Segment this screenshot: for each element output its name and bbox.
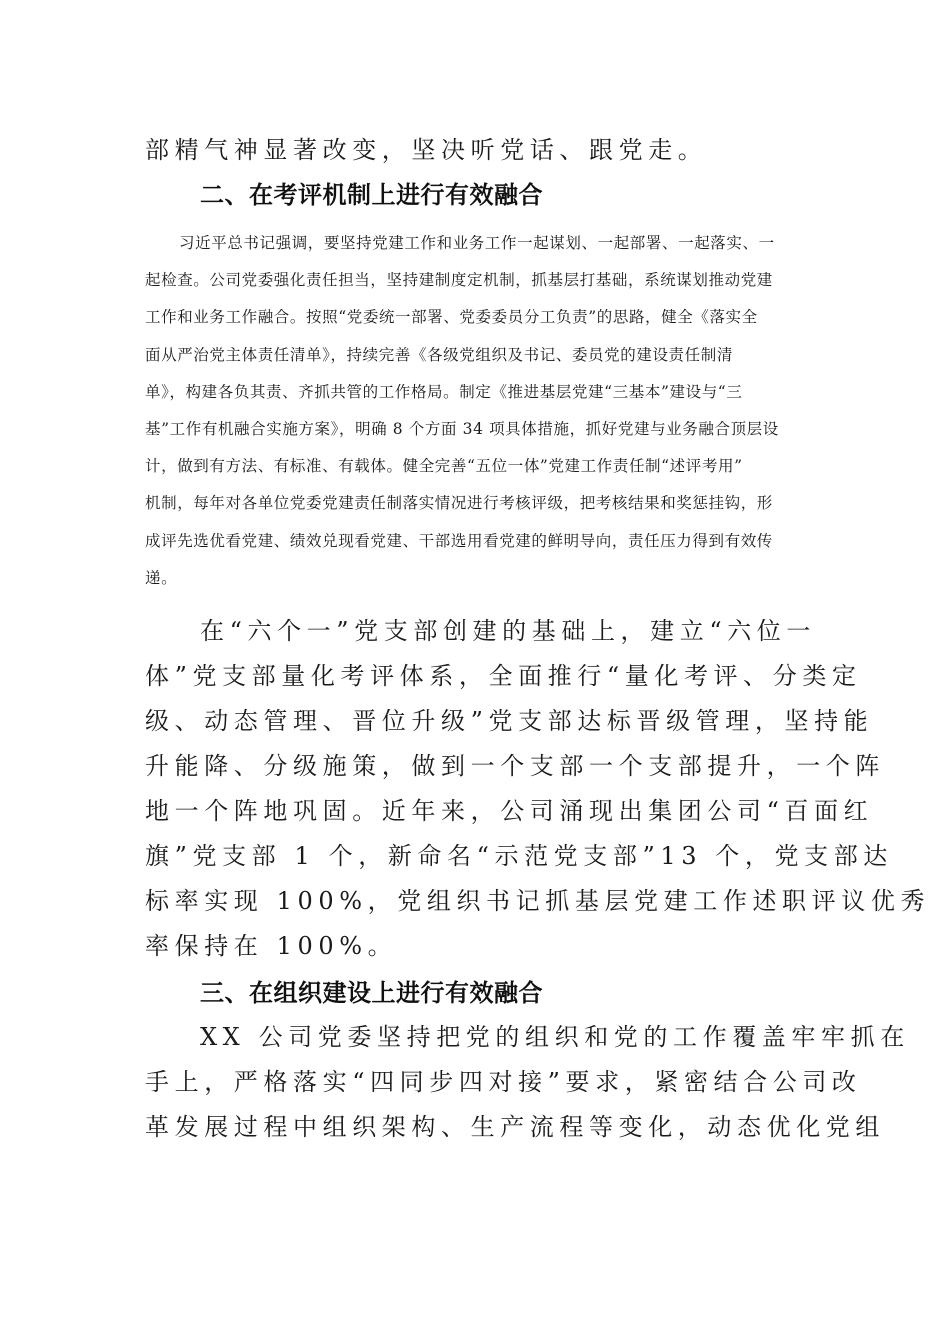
text-line: 率保持在 100%。 (145, 932, 398, 961)
text-line: 面从严治党主体责任清单》，持续完善《各级党组织及书记、委员党的建设责任制清 (145, 345, 733, 364)
section2-paragraph-2 (145, 609, 931, 969)
section2-paragraph-1 (145, 225, 807, 597)
text-line: 革发展过程中组织架构、生产流程等变化，动态优化党组 (145, 1113, 885, 1142)
text-line: 单》，构建各负其责、齐抓共管的工作格局。制定《推进基层党建“三基本”建设与“三 (145, 382, 743, 401)
text-line: 升能降、分级施策，做到一个支部一个支部提升，一个阵 (145, 752, 885, 781)
text-line: 在“六个一”党支部创建的基础上，建立“六位一 (200, 617, 817, 646)
text-line: 旗”党支部 1 个，新命名“示范党支部”13 个，党支部达 (145, 842, 893, 871)
text-line: 计，做到有方法、有标准、有载体。健全完善“五位一体”党建工作责任制“述评考用” (145, 457, 743, 476)
text-line: XX 公司党委坚持把党的组织和党的工作覆盖牢牢抓在 (200, 1023, 910, 1052)
text-line: 基”工作有机融合实施方案》，明确 8 个方面 34 项具体措施，抓好党建与业务融合顶层设 (145, 420, 779, 439)
text-line: 标率实现 100%，党组织书记抓基层党建工作述职评议优秀 (145, 887, 931, 916)
section3-paragraph-1 (145, 1015, 910, 1150)
text-line: 机制，每年对各单位党委党建责任制落实情况进行考核评级，把考核结果和奖惩挂钩，形 (145, 494, 773, 513)
text-line: 成评先选优看党建、绩效兑现看党建、干部选用看党建的鲜明导向，责任压力得到有效传 (145, 531, 773, 550)
text-line: 起检查。公司党委强化责任担当，坚持建制度定机制，抓基层打基础，系统谋划推动党建 (145, 271, 773, 290)
document-body (145, 128, 931, 1150)
intro-paragraph-tail (145, 128, 807, 173)
section-heading-2: 二、在考评机制上进行有效融合 (200, 181, 543, 209)
text-line: 工作和业务工作融合。按照“党委统一部署、党委委员分工负责”的思路，健全《落实全 (145, 308, 758, 327)
text-line: 部精气神显著改变，坚决听党话、跟党走。 (145, 136, 708, 164)
text-line: 递。 (145, 568, 178, 587)
text-line: 手上，严格落实“四同步四对接”要求，紧密结合公司改 (145, 1068, 862, 1097)
text-line: 体”党支部量化考评体系，全面推行“量化考评、分类定 (145, 662, 862, 691)
section-heading-3: 三、在组织建设上进行有效融合 (200, 979, 543, 1008)
text-line: 习近平总书记强调，要坚持党建工作和业务工作一起谋划、一起部署、一起落实、一 (179, 234, 775, 252)
text-line: 地一个阵地巩固。近年来，公司涌现出集团公司“百面红 (145, 797, 874, 826)
text-line: 级、动态管理、晋位升级”党支部达标晋级管理，坚持能 (145, 707, 874, 736)
